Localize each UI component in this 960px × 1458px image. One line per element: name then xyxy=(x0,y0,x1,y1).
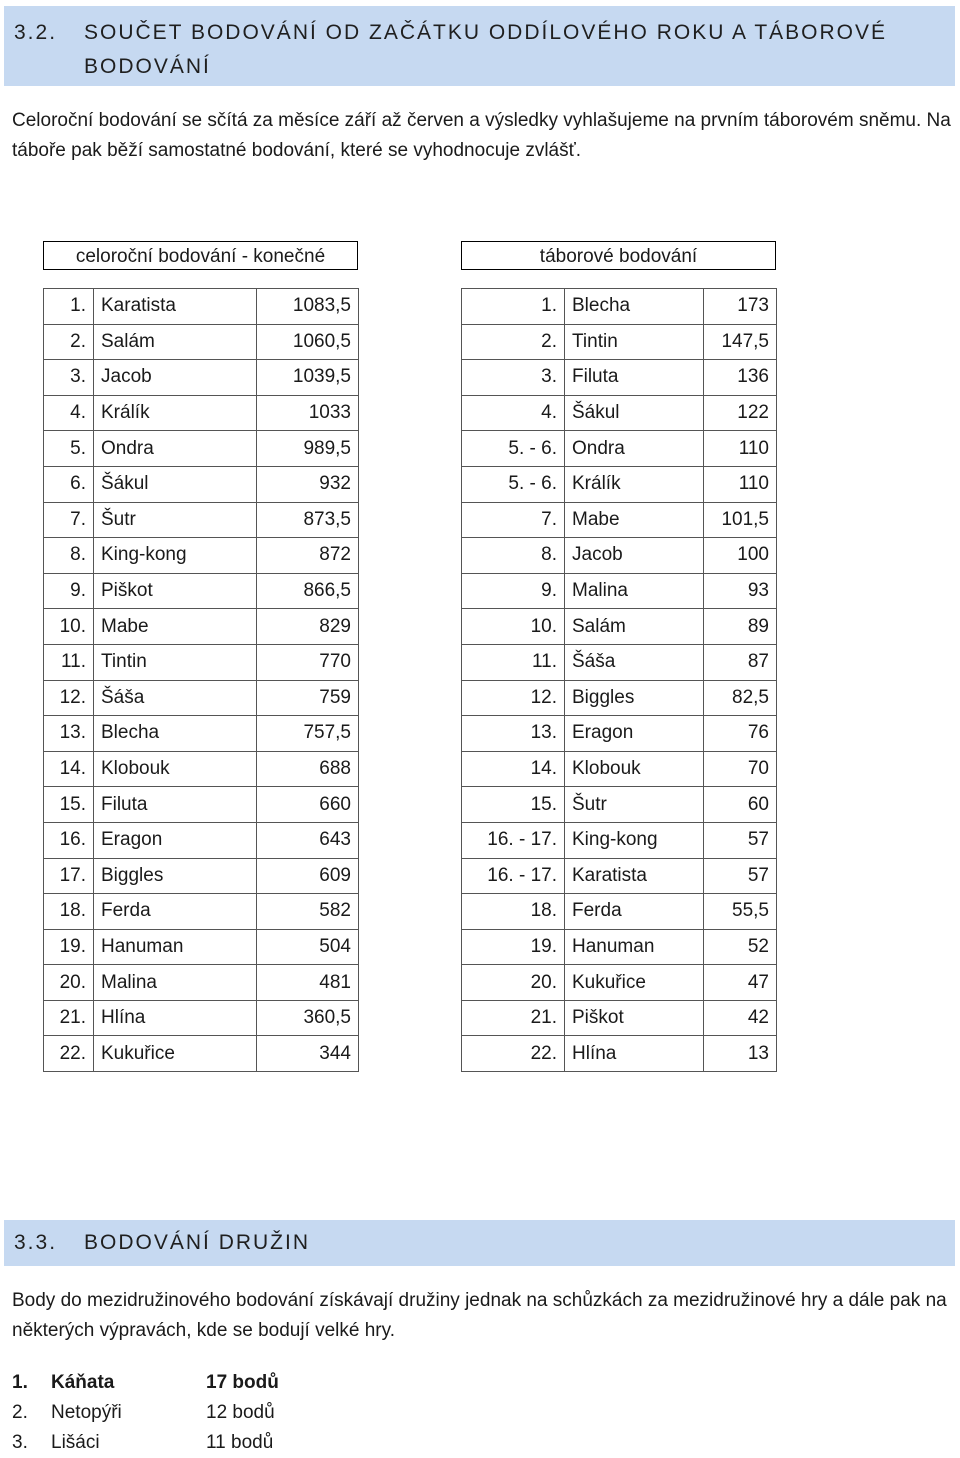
points-cell: 770 xyxy=(257,644,359,680)
rank-cell: 3. xyxy=(44,360,94,396)
name-cell: Malina xyxy=(94,965,257,1001)
table-row xyxy=(44,1000,359,1036)
points-cell: 660 xyxy=(257,787,359,823)
name-cell: Piškot xyxy=(94,573,257,609)
points-cell: 57 xyxy=(704,822,777,858)
table-row xyxy=(44,751,359,787)
rank-cell: 22. xyxy=(44,1036,94,1072)
rank-cell: 5. - 6. xyxy=(462,431,565,467)
section-heading-3-3 xyxy=(4,1220,955,1266)
rank-cell: 7. xyxy=(44,502,94,538)
table-row xyxy=(462,1036,777,1072)
name-cell: King-kong xyxy=(565,822,704,858)
table-row xyxy=(462,360,777,396)
name-cell: Tintin xyxy=(565,324,704,360)
name-cell: Eragon xyxy=(94,822,257,858)
points-cell: 1039,5 xyxy=(257,360,359,396)
points-cell: 360,5 xyxy=(257,1000,359,1036)
name-cell: Salám xyxy=(565,609,704,645)
section-title: SOUČET BODOVÁNÍ OD ZAČÁTKU ODDÍLOVÉHO ROKU A TÁBOROVÉ BODOVÁNÍ xyxy=(84,21,888,78)
points-cell: 122 xyxy=(704,395,777,431)
table-row xyxy=(462,716,777,752)
table-row xyxy=(462,787,777,823)
table-row xyxy=(462,573,777,609)
table-row xyxy=(462,644,777,680)
table-row xyxy=(462,395,777,431)
name-cell: Piškot xyxy=(565,1000,704,1036)
name-cell: Filuta xyxy=(565,360,704,396)
table-row xyxy=(44,502,359,538)
table-row xyxy=(44,466,359,502)
name-cell: Šutr xyxy=(565,787,704,823)
points-cell: 60 xyxy=(704,787,777,823)
table-row xyxy=(462,751,777,787)
patrol-scoring-paragraph: Body do mezidružinového bodování získávají družiny jednak na schůzkách za mezidružinové hry a dále pak na některých výpravách, kde se bodují velké hry. xyxy=(12,1290,947,1341)
camp-scoring-title: táborové bodování xyxy=(461,241,776,270)
points-cell: 932 xyxy=(257,466,359,502)
patrol-row xyxy=(12,1368,412,1398)
rank-cell: 20. xyxy=(462,965,565,1001)
points-cell: 1033 xyxy=(257,395,359,431)
name-cell: Ferda xyxy=(565,894,704,930)
table-row xyxy=(462,324,777,360)
points-cell: 89 xyxy=(704,609,777,645)
table-row xyxy=(462,538,777,574)
points-cell: 688 xyxy=(257,751,359,787)
name-cell: Jacob xyxy=(94,360,257,396)
rank-cell: 4. xyxy=(44,395,94,431)
table-row xyxy=(462,929,777,965)
camp-scoring-table xyxy=(461,288,777,1072)
points-cell: 110 xyxy=(704,431,777,467)
rank-cell: 19. xyxy=(462,929,565,965)
table-row xyxy=(44,716,359,752)
patrol-row xyxy=(12,1428,412,1458)
name-cell: Šáša xyxy=(94,680,257,716)
points-cell: 344 xyxy=(257,1036,359,1072)
name-cell: Králík xyxy=(565,466,704,502)
points-cell: 504 xyxy=(257,929,359,965)
rank-cell: 9. xyxy=(462,573,565,609)
points-cell: 55,5 xyxy=(704,894,777,930)
patrol-name: Káňata xyxy=(51,1372,115,1393)
rank-cell: 1. xyxy=(44,289,94,325)
table-row xyxy=(462,289,777,325)
points-cell: 873,5 xyxy=(257,502,359,538)
points-cell: 609 xyxy=(257,858,359,894)
name-cell: Jacob xyxy=(565,538,704,574)
name-cell: Eragon xyxy=(565,716,704,752)
table-row xyxy=(44,360,359,396)
points-cell: 42 xyxy=(704,1000,777,1036)
rank-cell: 8. xyxy=(462,538,565,574)
table-row xyxy=(44,609,359,645)
name-cell: Klobouk xyxy=(94,751,257,787)
patrol-name: Lišáci xyxy=(51,1432,100,1453)
table-row xyxy=(462,858,777,894)
points-cell: 101,5 xyxy=(704,502,777,538)
name-cell: Hanuman xyxy=(565,929,704,965)
rank-cell: 21. xyxy=(462,1000,565,1036)
points-cell: 759 xyxy=(257,680,359,716)
table-row xyxy=(462,609,777,645)
yearly-scoring-title: celoroční bodování - konečné xyxy=(43,241,358,270)
points-cell: 47 xyxy=(704,965,777,1001)
name-cell: Kukuřice xyxy=(94,1036,257,1072)
table-row xyxy=(462,822,777,858)
table-row xyxy=(44,894,359,930)
rank-cell: 5. - 6. xyxy=(462,466,565,502)
points-cell: 76 xyxy=(704,716,777,752)
table-row xyxy=(44,822,359,858)
name-cell: Kukuřice xyxy=(565,965,704,1001)
name-cell: Tintin xyxy=(94,644,257,680)
table-row xyxy=(462,431,777,467)
table-row xyxy=(44,929,359,965)
rank-cell: 19. xyxy=(44,929,94,965)
table-row xyxy=(462,894,777,930)
rank-cell: 12. xyxy=(44,680,94,716)
name-cell: Ondra xyxy=(565,431,704,467)
name-cell: Klobouk xyxy=(565,751,704,787)
patrol-rank: 2. xyxy=(12,1402,28,1423)
name-cell: Hlína xyxy=(94,1000,257,1036)
rank-cell: 15. xyxy=(44,787,94,823)
rank-cell: 11. xyxy=(44,644,94,680)
rank-cell: 18. xyxy=(44,894,94,930)
points-cell: 866,5 xyxy=(257,573,359,609)
points-cell: 82,5 xyxy=(704,680,777,716)
points-cell: 70 xyxy=(704,751,777,787)
table-row xyxy=(44,680,359,716)
rank-cell: 4. xyxy=(462,395,565,431)
rank-cell: 6. xyxy=(44,466,94,502)
table-row xyxy=(44,644,359,680)
name-cell: Karatista xyxy=(94,289,257,325)
points-cell: 57 xyxy=(704,858,777,894)
rank-cell: 12. xyxy=(462,680,565,716)
name-cell: Biggles xyxy=(94,858,257,894)
rank-cell: 11. xyxy=(462,644,565,680)
rank-cell: 7. xyxy=(462,502,565,538)
rank-cell: 16. xyxy=(44,822,94,858)
rank-cell: 5. xyxy=(44,431,94,467)
table-row xyxy=(462,1000,777,1036)
points-cell: 93 xyxy=(704,573,777,609)
yearly-scoring-table xyxy=(43,288,359,1072)
intro-paragraph: Celoroční bodování se sčítá za měsíce září až červen a výsledky vyhlašujeme na prvním táborovém sněmu. Na táboře pak běží samostatné bodování, které se vyhodnocuje zvlášť. xyxy=(12,110,951,161)
rank-cell: 17. xyxy=(44,858,94,894)
points-cell: 110 xyxy=(704,466,777,502)
rank-cell: 21. xyxy=(44,1000,94,1036)
name-cell: Biggles xyxy=(565,680,704,716)
name-cell: Šáša xyxy=(565,644,704,680)
table-row xyxy=(44,289,359,325)
table-row xyxy=(462,965,777,1001)
patrol-name: Netopýři xyxy=(51,1402,122,1423)
points-cell: 52 xyxy=(704,929,777,965)
rank-cell: 15. xyxy=(462,787,565,823)
rank-cell: 2. xyxy=(44,324,94,360)
table-row xyxy=(44,324,359,360)
points-cell: 481 xyxy=(257,965,359,1001)
patrol-points: 12 bodů xyxy=(206,1402,275,1423)
name-cell: Salám xyxy=(94,324,257,360)
rank-cell: 18. xyxy=(462,894,565,930)
rank-cell: 3. xyxy=(462,360,565,396)
points-cell: 1083,5 xyxy=(257,289,359,325)
name-cell: Šákul xyxy=(94,466,257,502)
section-number: 3.2. xyxy=(14,21,58,44)
patrol-points: 17 bodů xyxy=(206,1372,279,1393)
points-cell: 872 xyxy=(257,538,359,574)
table-row xyxy=(44,787,359,823)
section-title: BODOVÁNÍ DRUŽIN xyxy=(84,1231,311,1254)
name-cell: Hlína xyxy=(565,1036,704,1072)
points-cell: 757,5 xyxy=(257,716,359,752)
points-cell: 100 xyxy=(704,538,777,574)
section-number: 3.3. xyxy=(14,1231,58,1254)
name-cell: Filuta xyxy=(94,787,257,823)
rank-cell: 22. xyxy=(462,1036,565,1072)
name-cell: Blecha xyxy=(565,289,704,325)
rank-cell: 2. xyxy=(462,324,565,360)
table-row xyxy=(462,680,777,716)
rank-cell: 10. xyxy=(44,609,94,645)
rank-cell: 10. xyxy=(462,609,565,645)
name-cell: Mabe xyxy=(94,609,257,645)
rank-cell: 20. xyxy=(44,965,94,1001)
table-row xyxy=(44,858,359,894)
name-cell: Karatista xyxy=(565,858,704,894)
points-cell: 13 xyxy=(704,1036,777,1072)
name-cell: Šutr xyxy=(94,502,257,538)
table-row xyxy=(44,395,359,431)
rank-cell: 1. xyxy=(462,289,565,325)
table-row xyxy=(44,573,359,609)
rank-cell: 13. xyxy=(44,716,94,752)
table-row xyxy=(462,502,777,538)
table-row xyxy=(44,965,359,1001)
points-cell: 136 xyxy=(704,360,777,396)
name-cell: Ondra xyxy=(94,431,257,467)
patrol-points: 11 bodů xyxy=(206,1432,274,1453)
points-cell: 87 xyxy=(704,644,777,680)
points-cell: 1060,5 xyxy=(257,324,359,360)
name-cell: Ferda xyxy=(94,894,257,930)
table-row xyxy=(462,466,777,502)
patrol-row xyxy=(12,1398,412,1428)
name-cell: Hanuman xyxy=(94,929,257,965)
name-cell: Šákul xyxy=(565,395,704,431)
name-cell: Malina xyxy=(565,573,704,609)
rank-cell: 14. xyxy=(462,751,565,787)
rank-cell: 16. - 17. xyxy=(462,822,565,858)
name-cell: Blecha xyxy=(94,716,257,752)
rank-cell: 9. xyxy=(44,573,94,609)
points-cell: 829 xyxy=(257,609,359,645)
points-cell: 989,5 xyxy=(257,431,359,467)
name-cell: King-kong xyxy=(94,538,257,574)
rank-cell: 13. xyxy=(462,716,565,752)
table-row xyxy=(44,538,359,574)
rank-cell: 8. xyxy=(44,538,94,574)
name-cell: Králík xyxy=(94,395,257,431)
name-cell: Mabe xyxy=(565,502,704,538)
patrol-rank: 1. xyxy=(12,1372,28,1393)
points-cell: 173 xyxy=(704,289,777,325)
rank-cell: 14. xyxy=(44,751,94,787)
points-cell: 147,5 xyxy=(704,324,777,360)
patrol-rank: 3. xyxy=(12,1432,28,1453)
section-heading-3-2 xyxy=(4,6,955,86)
table-row xyxy=(44,431,359,467)
rank-cell: 16. - 17. xyxy=(462,858,565,894)
table-row xyxy=(44,1036,359,1072)
points-cell: 643 xyxy=(257,822,359,858)
points-cell: 582 xyxy=(257,894,359,930)
